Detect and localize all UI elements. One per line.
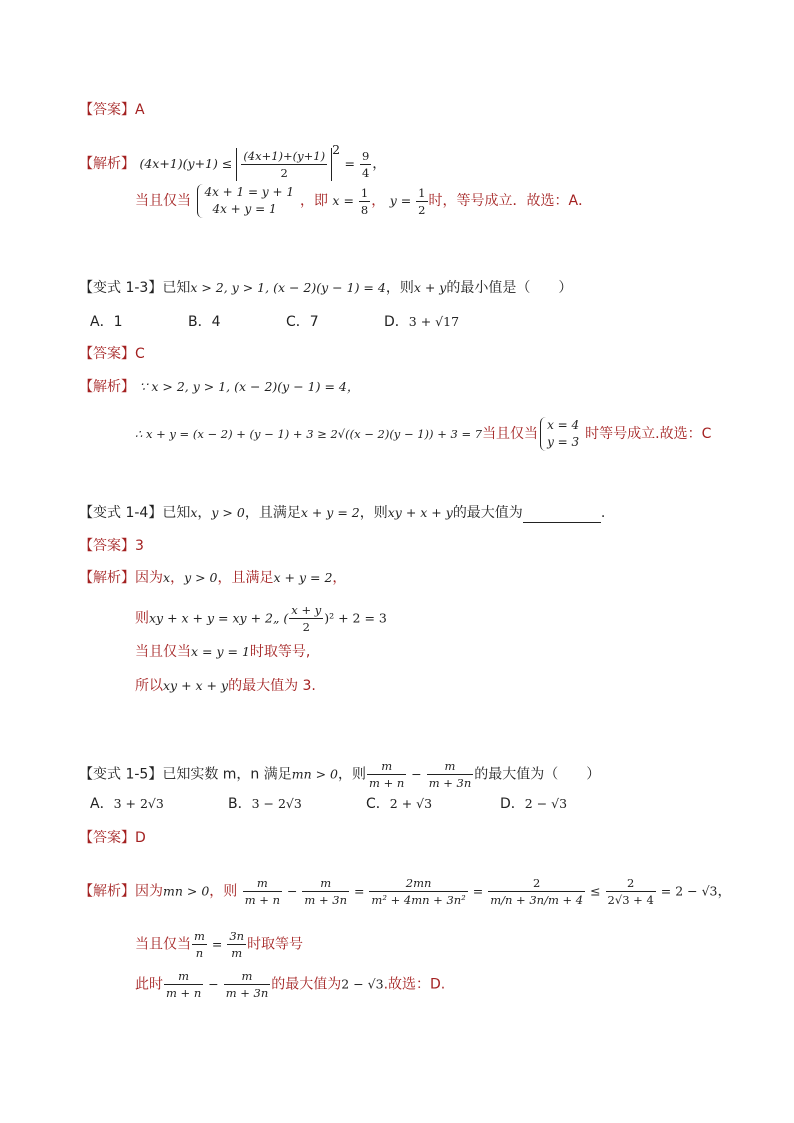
answer-value: C (701, 426, 712, 442)
fraction (606, 875, 656, 908)
operator: − (204, 976, 223, 992)
equation-system (540, 417, 583, 451)
fraction (224, 968, 271, 1001)
fraction-denominator: m + n (369, 776, 405, 790)
math-expression: x > 2, y > 1, (x − 2)(y − 1) = 4 (190, 280, 386, 295)
text: 的最小值是（ ） (446, 280, 573, 296)
math-expression: ∴ x + y = (x − 2) + (y − 1) + 3 ≥ 2√((x − 2)(y − 1)) + 3 = 7 (135, 427, 483, 441)
math-expression: xy + x + y (387, 505, 453, 520)
fraction-numerator: 1 (418, 185, 426, 200)
fraction (360, 148, 371, 181)
fraction-numerator: m (367, 758, 406, 775)
fraction-denominator: 2√3 + 4 (607, 893, 654, 907)
fraction-denominator: m (231, 946, 243, 960)
text: ，则 (338, 766, 367, 783)
text: ，则 (385, 280, 414, 296)
option-b: 3 − 2√3 (251, 796, 302, 811)
punctuation: . (600, 505, 606, 521)
fraction (359, 185, 370, 218)
fraction-denominator: 4 (361, 165, 370, 180)
fraction-denominator: m + n (166, 986, 202, 1000)
fraction-numerator: m (224, 968, 271, 985)
punctuation: ， (717, 883, 732, 900)
text: 当且仅当 (135, 644, 191, 660)
fraction-denominator: m² + 4mn + 3n² (371, 893, 466, 907)
fraction-denominator: m + n (244, 893, 280, 907)
fraction (427, 758, 474, 791)
math-expression: 2 − √3 (341, 976, 384, 992)
analysis-v14-1 (79, 568, 346, 588)
options-v13 (90, 312, 459, 332)
equation: 4x + 1 = y + 1 (204, 185, 294, 199)
fraction (289, 602, 323, 635)
option-d-label: D． (384, 314, 409, 330)
equation: y = 3 (547, 435, 580, 449)
text: 时取等号, (249, 644, 311, 660)
operator: = (350, 883, 369, 899)
option-d-label: D． (500, 796, 525, 812)
text: ，且满足 (217, 570, 274, 586)
text: 当且仅当 (482, 426, 539, 442)
operator: − (407, 766, 426, 782)
option-a: A．1 (90, 314, 123, 330)
analysis-v14-3 (135, 642, 310, 662)
math-expression: xy + x + y (163, 678, 229, 693)
punctuation: ， (371, 193, 386, 209)
answer-tag: 【答案】 (79, 346, 135, 362)
math-expression: mn > 0 (163, 883, 210, 899)
text: 的最大值为 (271, 976, 342, 993)
text: .故选：D. (383, 976, 446, 993)
answer-v15 (79, 828, 146, 848)
text: 的最大值为 (452, 505, 523, 521)
math-expression: x + y = 2 (273, 570, 333, 585)
analysis-v15-2 (135, 928, 303, 961)
fraction-denominator: 2 (418, 202, 426, 217)
math-expression: mn > 0 (291, 766, 339, 782)
fraction-numerator: x + y (291, 603, 322, 617)
fraction (241, 148, 327, 181)
math-expression: xy + x + y = xy + 2„ ( (149, 610, 289, 626)
text: 时，等号成立．故选：A． (428, 193, 593, 209)
text: 当且仅当 (135, 193, 191, 209)
text: 因为 (135, 883, 163, 900)
option-c: 2 + √3 (389, 796, 433, 811)
fraction (302, 875, 349, 908)
answer-tag: 【答案】 (79, 538, 135, 554)
text: 所以 (135, 678, 163, 694)
fraction-numerator: m (243, 875, 282, 892)
text: 此时 (135, 976, 163, 993)
analysis-v15-3 (135, 968, 445, 1001)
answer-tag: 【答案】 (79, 102, 135, 118)
fraction-numerator: m (302, 875, 349, 892)
question-title: 【变式 1-5】已知实数 m，n 满足 (79, 766, 292, 783)
fraction-numerator: 9 (361, 148, 370, 163)
answer-blank (523, 508, 601, 523)
text: ，即 (299, 193, 328, 209)
math-expression: y > 0 (211, 505, 245, 520)
text: 则 (135, 610, 149, 627)
fraction (416, 185, 427, 218)
fraction-denominator: m + 3n (225, 986, 269, 1000)
text: 当且仅当 (135, 936, 191, 953)
math-expression: x = y = 1 (191, 644, 250, 659)
operator: = (468, 883, 488, 899)
fraction-numerator: 2 (488, 875, 585, 892)
question-title: 【变式 1-4】已知 (79, 505, 191, 521)
fraction-numerator: 3n (229, 929, 245, 943)
fraction-denominator: n (195, 946, 204, 960)
fraction-numerator: 2mn (369, 875, 467, 892)
punctuation: ， (332, 570, 347, 586)
answer-tag: 【答案】 (79, 830, 135, 846)
analysis-v14-4 (135, 676, 316, 696)
fraction (243, 875, 282, 908)
answer-value: 3 (135, 538, 144, 554)
option-c-label: C． (366, 796, 390, 812)
math-expression: y > 0 (184, 570, 218, 585)
math-expression: x (163, 570, 171, 585)
option-a-label: A． (90, 796, 114, 812)
question-v15 (79, 758, 600, 791)
option-a: 3 + 2√3 (113, 796, 164, 811)
answer-v14 (79, 536, 144, 556)
equation: 4x + y = 1 (212, 202, 277, 216)
answer-line-1 (79, 100, 145, 120)
option-c: C．7 (286, 314, 319, 330)
fraction-numerator: m (164, 968, 203, 985)
fraction-numerator: (4x+1)+(y+1) (243, 148, 326, 163)
answer-value: D (135, 830, 146, 846)
option-b: B．4 (188, 314, 221, 330)
question-title: 【变式 1-3】已知 (79, 280, 191, 296)
exponent: 2 (332, 142, 341, 157)
text: 因为 (135, 570, 163, 586)
options-v15 (90, 794, 567, 814)
fraction (227, 928, 246, 961)
fraction (369, 875, 467, 908)
analysis-line-2 (135, 184, 592, 218)
fraction-numerator: m (194, 929, 205, 943)
fraction (367, 758, 406, 791)
math-expression: (4x+1)(y+1) ≤ (139, 156, 237, 171)
fraction (192, 928, 207, 961)
analysis-v14-2 (135, 602, 387, 635)
math-expression: x = (332, 193, 358, 208)
answer-value: A (135, 102, 145, 118)
math-expression: )² + 2 = 3 (324, 610, 387, 626)
analysis-tag: 【解析】 (79, 379, 135, 395)
operator: = (207, 936, 227, 952)
equals-sign: = (344, 156, 359, 171)
math-expression: y = (389, 193, 416, 208)
answer-value: C (135, 346, 145, 362)
math-expression: = 2 − √3 (656, 883, 718, 899)
analysis-line-1 (79, 140, 386, 181)
fraction-denominator: m/n + 3n/m + 4 (490, 893, 584, 907)
text: ，则 (209, 883, 238, 900)
fraction-denominator: 2 (302, 620, 310, 634)
math-expression: x + y = 2 (300, 505, 360, 520)
question-v14 (79, 503, 605, 523)
text: 的最大值为 3. (228, 678, 316, 694)
text: ，则 (359, 505, 388, 521)
fraction-numerator: 2 (606, 875, 656, 892)
fraction-denominator: 8 (360, 202, 369, 217)
answer-v13 (79, 344, 145, 364)
punctuation: ， (170, 570, 185, 586)
fraction (164, 968, 203, 1001)
fraction-denominator: 2 (280, 165, 288, 180)
analysis-tag: 【解析】 (79, 883, 135, 900)
bracket-group (236, 148, 332, 181)
punctuation: ， (372, 156, 387, 172)
text: ，且满足 (244, 505, 301, 521)
fraction-denominator: m + 3n (428, 776, 472, 790)
text: 时取等号 (247, 936, 304, 953)
math-expression: x (190, 505, 198, 520)
option-b-label: B． (228, 796, 252, 812)
analysis-tag: 【解析】 (79, 570, 135, 586)
punctuation: ， (197, 505, 212, 521)
option-d: 2 − √3 (524, 796, 568, 811)
fraction-numerator: 1 (360, 185, 369, 200)
operator: − (283, 883, 302, 899)
equation: x = 4 (547, 418, 580, 432)
analysis-v13-1 (79, 377, 359, 397)
analysis-tag: 【解析】 (79, 156, 135, 172)
math-expression: x + y (413, 280, 447, 295)
analysis-v13-2 (135, 417, 711, 451)
equation-system (197, 184, 298, 218)
fraction-denominator: m + 3n (304, 893, 347, 907)
question-v13 (79, 278, 572, 298)
fraction (488, 875, 585, 908)
text: 的最大值为（ ） (474, 766, 601, 783)
math-expression: ∵ x > 2, y > 1, (x − 2)(y − 1) = 4， (139, 379, 360, 394)
option-d: 3 + √17 (408, 314, 460, 329)
text: 时等号成立.故选： (585, 426, 702, 442)
analysis-v15-1 (79, 875, 732, 908)
operator: ≤ (586, 883, 605, 899)
fraction-numerator: m (427, 758, 474, 775)
